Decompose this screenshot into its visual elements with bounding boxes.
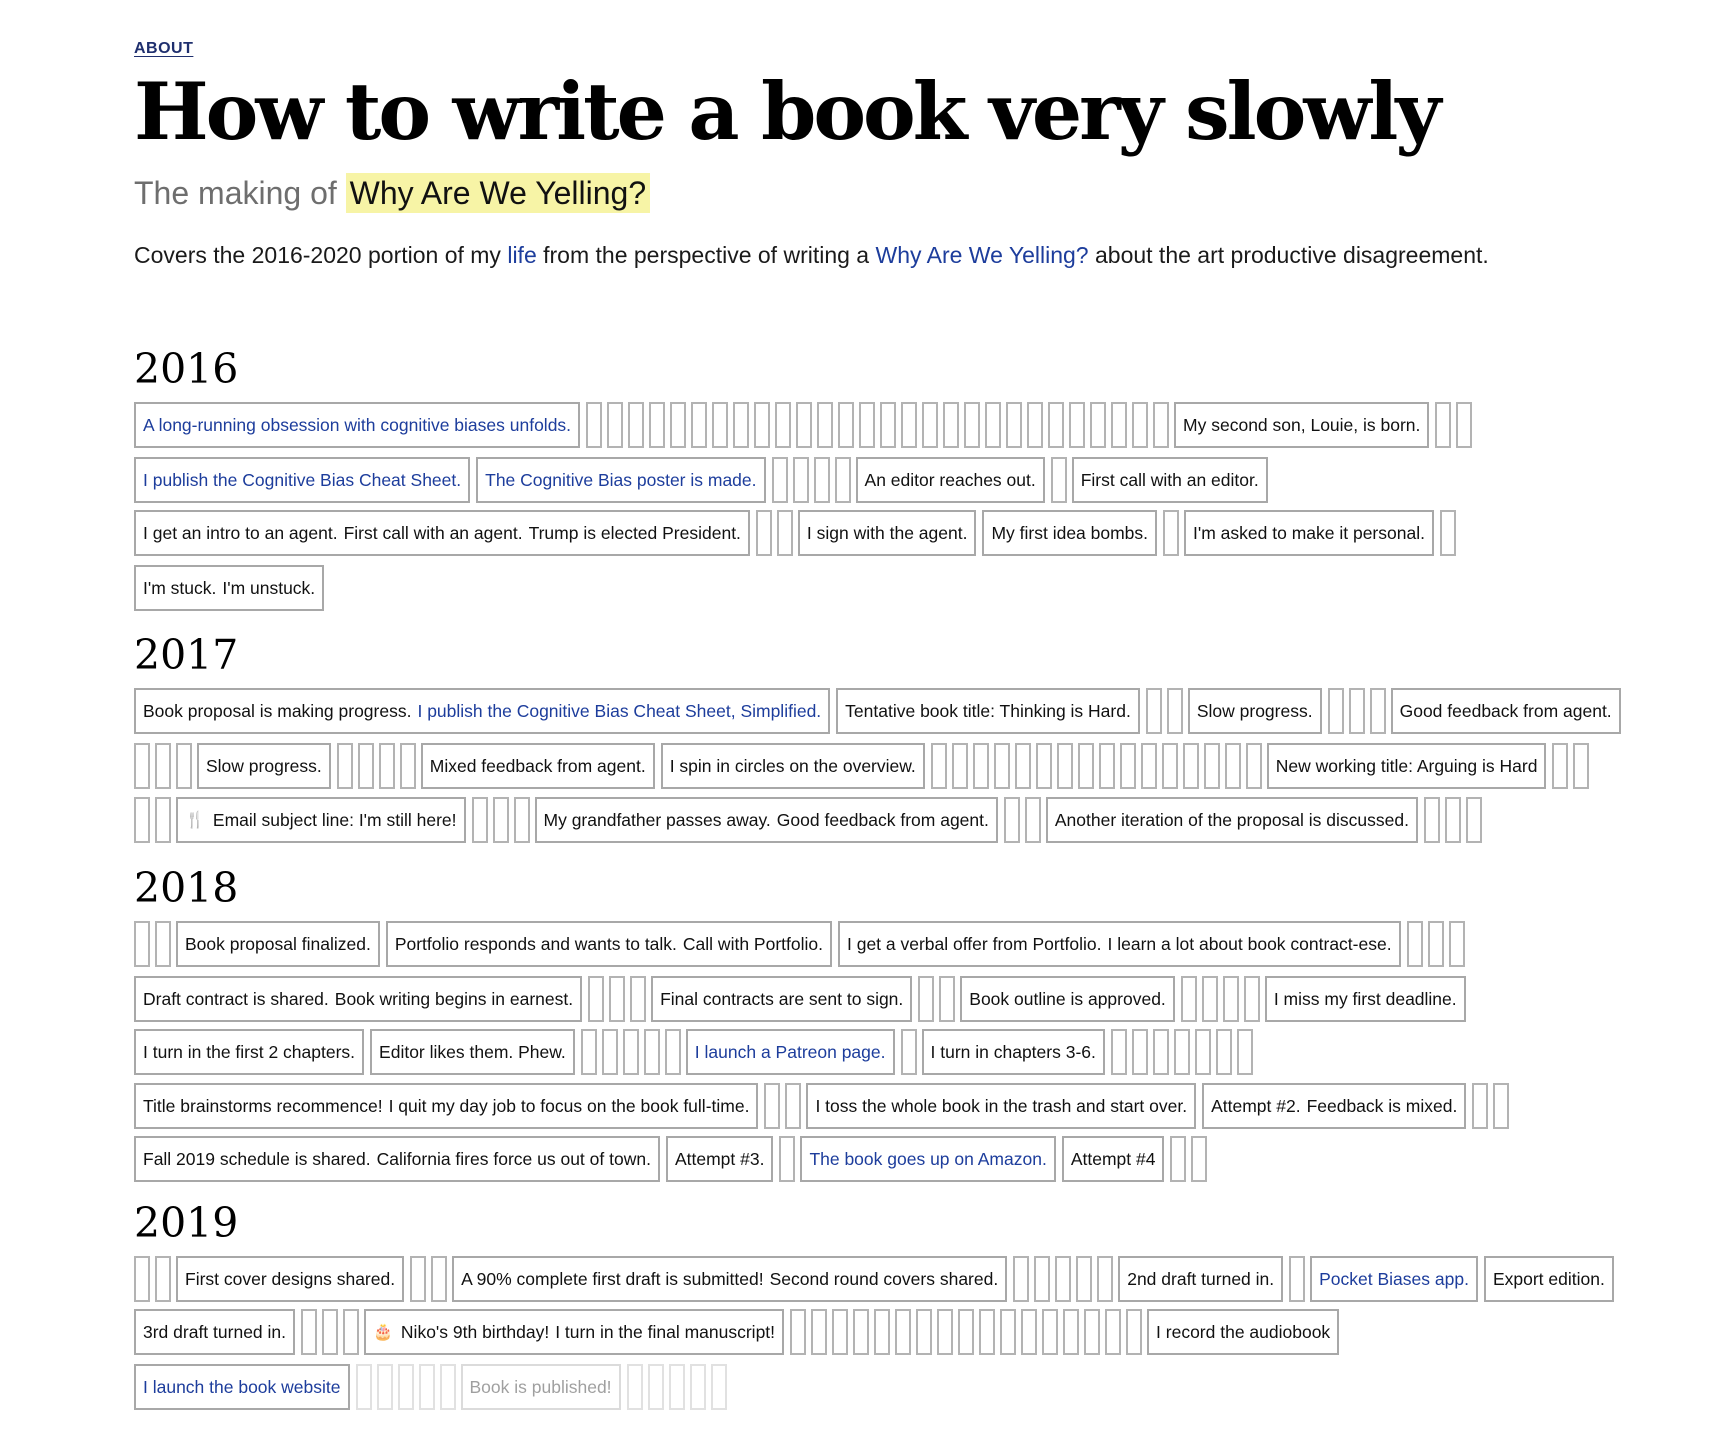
event-text: California fires force us out of town. bbox=[376, 1148, 651, 1169]
timeline-row bbox=[134, 402, 1477, 448]
day-cell bbox=[358, 743, 374, 789]
event-item bbox=[1202, 1083, 1466, 1129]
day-cell bbox=[1552, 743, 1568, 789]
subtitle-prefix: The making of bbox=[134, 175, 337, 211]
day-cell bbox=[814, 457, 830, 503]
event-text: Good feedback from agent. bbox=[1399, 700, 1612, 721]
day-cell bbox=[1223, 976, 1239, 1022]
event-item bbox=[176, 1256, 404, 1302]
day-cell bbox=[609, 976, 625, 1022]
day-cell bbox=[356, 1364, 372, 1410]
intro-text-1: Covers the 2016-2020 portion of my bbox=[134, 242, 501, 268]
event-item bbox=[176, 921, 380, 967]
day-cell bbox=[1191, 1136, 1207, 1182]
event-item bbox=[651, 976, 912, 1022]
event-item bbox=[1118, 1256, 1283, 1302]
day-cell bbox=[832, 1309, 848, 1355]
day-cell bbox=[410, 1256, 426, 1302]
day-cell bbox=[1493, 1083, 1509, 1129]
event-text: Another iteration of the proposal is discussed. bbox=[1054, 809, 1409, 830]
day-cell bbox=[1349, 688, 1365, 734]
event-text: First call with an agent. bbox=[343, 522, 523, 543]
day-cell bbox=[472, 797, 488, 843]
intro-text-2: from the perspective of writing a bbox=[543, 242, 870, 268]
day-cell bbox=[1370, 688, 1386, 734]
day-cell bbox=[1204, 743, 1220, 789]
day-cell bbox=[514, 797, 530, 843]
day-cell bbox=[1126, 1309, 1142, 1355]
event-item bbox=[134, 1136, 660, 1182]
day-cell bbox=[1004, 797, 1020, 843]
event-text: Fall 2019 schedule is shared. bbox=[143, 1148, 371, 1169]
day-cell bbox=[985, 402, 1001, 448]
page-title: How to write a book very slowly bbox=[134, 65, 1439, 158]
timeline-row bbox=[134, 688, 1627, 734]
event-item bbox=[1391, 688, 1621, 734]
day-cell bbox=[1132, 402, 1148, 448]
event-item bbox=[836, 688, 1140, 734]
day-cell bbox=[1055, 1256, 1071, 1302]
event-text: I turn in the first 2 chapters. bbox=[143, 1041, 356, 1062]
day-cell bbox=[838, 402, 854, 448]
day-cell bbox=[772, 457, 788, 503]
event-text: I quit my day job to focus on the book full-time. bbox=[388, 1095, 750, 1116]
event-text: My grandfather passes away. bbox=[543, 809, 771, 830]
day-cell bbox=[155, 921, 171, 967]
day-cell bbox=[918, 976, 934, 1022]
event-item bbox=[856, 457, 1045, 503]
day-cell bbox=[690, 1364, 706, 1410]
day-cell bbox=[581, 1029, 597, 1075]
event-item bbox=[452, 1256, 1007, 1302]
day-cell bbox=[1105, 1309, 1121, 1355]
timeline bbox=[134, 0, 1634, 1442]
day-cell bbox=[644, 1029, 660, 1075]
day-cell bbox=[1057, 743, 1073, 789]
birthday-cake-icon: 🎂 bbox=[373, 1324, 393, 1341]
fork-icon: 🍴 bbox=[185, 812, 205, 829]
day-cell bbox=[627, 1364, 643, 1410]
day-cell bbox=[1244, 976, 1260, 1022]
event-text: 2nd draft turned in. bbox=[1127, 1268, 1275, 1289]
year-heading-2019: 2019 bbox=[134, 1199, 239, 1247]
day-cell bbox=[754, 402, 770, 448]
event-text: Book proposal is making progress. bbox=[143, 700, 412, 721]
event-item bbox=[1184, 510, 1434, 556]
event-text: I spin in circles on the overview. bbox=[669, 755, 916, 776]
event-text: I'm asked to make it personal. bbox=[1193, 522, 1425, 543]
timeline-row bbox=[134, 976, 1472, 1022]
event-item bbox=[134, 510, 750, 556]
subtitle-highlight: Why Are We Yelling? bbox=[346, 173, 650, 213]
day-cell bbox=[1445, 797, 1461, 843]
event-item[interactable] bbox=[134, 457, 470, 503]
event-item bbox=[134, 688, 830, 734]
timeline-row bbox=[134, 797, 1487, 843]
event-item bbox=[370, 1029, 575, 1075]
timeline-row bbox=[134, 1136, 1212, 1182]
day-cell bbox=[670, 402, 686, 448]
day-cell bbox=[649, 402, 665, 448]
day-cell bbox=[853, 1309, 869, 1355]
event-text: Attempt #2. bbox=[1211, 1095, 1301, 1116]
day-cell bbox=[1000, 1309, 1016, 1355]
event-text: Feedback is mixed. bbox=[1306, 1095, 1458, 1116]
day-cell bbox=[777, 510, 793, 556]
event-item bbox=[666, 1136, 774, 1182]
day-cell bbox=[1435, 402, 1451, 448]
day-cell bbox=[880, 402, 896, 448]
day-cell bbox=[901, 1029, 917, 1075]
day-cell bbox=[630, 976, 646, 1022]
day-cell bbox=[691, 402, 707, 448]
day-cell bbox=[1132, 1029, 1148, 1075]
event-item bbox=[421, 743, 655, 789]
event-item[interactable] bbox=[134, 1364, 350, 1410]
day-cell bbox=[937, 1309, 953, 1355]
day-cell bbox=[1183, 743, 1199, 789]
day-cell bbox=[1015, 743, 1031, 789]
day-cell bbox=[1146, 688, 1162, 734]
event-text: Book outline is approved. bbox=[969, 988, 1166, 1009]
day-cell bbox=[1407, 921, 1423, 967]
day-cell bbox=[648, 1364, 664, 1410]
day-cell bbox=[1170, 1136, 1186, 1182]
day-cell bbox=[155, 1256, 171, 1302]
event-item bbox=[1046, 797, 1418, 843]
day-cell bbox=[1097, 1256, 1113, 1302]
event-item bbox=[1174, 402, 1429, 448]
day-cell bbox=[733, 402, 749, 448]
event-text: I miss my first deadline. bbox=[1273, 988, 1457, 1009]
day-cell bbox=[931, 743, 947, 789]
event-item bbox=[535, 797, 998, 843]
event-item bbox=[1072, 457, 1268, 503]
day-cell bbox=[1069, 402, 1085, 448]
day-cell bbox=[1048, 402, 1064, 448]
year-heading-2018: 2018 bbox=[134, 864, 239, 912]
event-item bbox=[922, 1029, 1105, 1075]
day-cell bbox=[779, 1136, 795, 1182]
year-heading-2017: 2017 bbox=[134, 631, 239, 679]
event-link[interactable]: Pocket Biases app. bbox=[1319, 1268, 1469, 1289]
day-cell bbox=[811, 1309, 827, 1355]
day-cell bbox=[1246, 743, 1262, 789]
timeline-row bbox=[134, 565, 330, 611]
day-cell bbox=[1195, 1029, 1211, 1075]
day-cell bbox=[1328, 688, 1344, 734]
event-link[interactable]: The Cognitive Bias poster is made. bbox=[485, 469, 757, 490]
day-cell bbox=[1090, 402, 1106, 448]
day-cell bbox=[1202, 976, 1218, 1022]
day-cell bbox=[901, 402, 917, 448]
event-text: Trump is elected President. bbox=[528, 522, 741, 543]
day-cell bbox=[493, 797, 509, 843]
timeline-row bbox=[134, 1364, 732, 1410]
day-cell bbox=[155, 797, 171, 843]
timeline-row bbox=[134, 1309, 1345, 1355]
event-text: First call with an editor. bbox=[1080, 469, 1259, 490]
life-link[interactable]: life bbox=[507, 242, 537, 268]
day-cell bbox=[764, 1083, 780, 1129]
day-cell bbox=[419, 1364, 435, 1410]
event-text: Second round covers shared. bbox=[769, 1268, 999, 1289]
day-cell bbox=[1162, 743, 1178, 789]
day-cell bbox=[1181, 976, 1197, 1022]
event-item bbox=[176, 797, 466, 843]
day-cell bbox=[1153, 402, 1169, 448]
day-cell bbox=[939, 976, 955, 1022]
event-text: Niko's 9th birthday! bbox=[400, 1321, 550, 1342]
day-cell bbox=[1424, 797, 1440, 843]
event-link[interactable]: I publish the Cognitive Bias Cheat Sheet, Simplified. bbox=[417, 700, 822, 721]
event-text: I sign with the agent. bbox=[806, 522, 968, 543]
timeline-row bbox=[134, 743, 1594, 789]
day-cell bbox=[1051, 457, 1067, 503]
event-text: Final contracts are sent to sign. bbox=[660, 988, 904, 1009]
event-item bbox=[661, 743, 925, 789]
day-cell bbox=[1078, 743, 1094, 789]
day-cell bbox=[835, 457, 851, 503]
day-cell bbox=[973, 743, 989, 789]
timeline-row bbox=[134, 1029, 1258, 1075]
event-text: Portfolio responds and wants to talk. bbox=[394, 933, 677, 954]
event-item bbox=[134, 976, 582, 1022]
day-cell bbox=[1021, 1309, 1037, 1355]
day-cell bbox=[1084, 1309, 1100, 1355]
event-text: New working title: Arguing is Hard bbox=[1275, 755, 1538, 776]
event-text: I learn a lot about book contract-ese. bbox=[1107, 933, 1392, 954]
timeline-row bbox=[134, 1083, 1514, 1129]
event-text: I'm stuck. bbox=[143, 577, 217, 598]
day-cell bbox=[895, 1309, 911, 1355]
event-item[interactable] bbox=[134, 402, 580, 448]
event-text: I turn in the final manuscript! bbox=[555, 1321, 776, 1342]
event-item bbox=[1147, 1309, 1339, 1355]
day-cell bbox=[1013, 1256, 1029, 1302]
about-link[interactable]: ABOUT bbox=[134, 40, 194, 57]
day-cell bbox=[1120, 743, 1136, 789]
day-cell bbox=[1034, 1256, 1050, 1302]
day-cell bbox=[1440, 510, 1456, 556]
day-cell bbox=[431, 1256, 447, 1302]
event-item bbox=[1267, 743, 1547, 789]
day-cell bbox=[1466, 797, 1482, 843]
event-item bbox=[798, 510, 977, 556]
event-link[interactable]: The book goes up on Amazon. bbox=[809, 1148, 1047, 1169]
day-cell bbox=[1472, 1083, 1488, 1129]
event-item bbox=[1484, 1256, 1614, 1302]
event-text: Slow progress. bbox=[1196, 700, 1313, 721]
event-text: I record the audiobook bbox=[1156, 1321, 1331, 1342]
day-cell bbox=[398, 1364, 414, 1410]
event-link[interactable]: I launch the book website bbox=[143, 1376, 341, 1397]
day-cell bbox=[952, 743, 968, 789]
event-item[interactable] bbox=[800, 1136, 1055, 1182]
event-text: Book proposal finalized. bbox=[185, 933, 371, 954]
event-item[interactable] bbox=[476, 457, 765, 503]
event-text: Editor likes them. Phew. bbox=[379, 1041, 566, 1062]
day-cell bbox=[623, 1029, 639, 1075]
day-cell bbox=[1036, 743, 1052, 789]
day-cell bbox=[994, 743, 1010, 789]
day-cell bbox=[1006, 402, 1022, 448]
day-cell bbox=[1076, 1256, 1092, 1302]
day-cell bbox=[775, 402, 791, 448]
event-item bbox=[197, 743, 331, 789]
event-item bbox=[364, 1309, 784, 1355]
day-cell bbox=[588, 976, 604, 1022]
timeline-row bbox=[134, 921, 1470, 967]
day-cell bbox=[343, 1309, 359, 1355]
day-cell bbox=[1111, 402, 1127, 448]
event-item bbox=[982, 510, 1157, 556]
day-cell bbox=[134, 1256, 150, 1302]
day-cell bbox=[943, 402, 959, 448]
day-cell bbox=[301, 1309, 317, 1355]
day-cell bbox=[785, 1083, 801, 1129]
day-cell bbox=[586, 402, 602, 448]
event-text: I toss the whole book in the trash and start over. bbox=[815, 1095, 1188, 1116]
event-text: A 90% complete first draft is submitted! bbox=[461, 1268, 764, 1289]
event-item bbox=[1188, 688, 1322, 734]
day-cell bbox=[1099, 743, 1115, 789]
event-text: Attempt #3. bbox=[674, 1148, 765, 1169]
event-text: Slow progress. bbox=[206, 755, 322, 776]
day-cell bbox=[922, 402, 938, 448]
event-item bbox=[386, 921, 832, 967]
day-cell bbox=[134, 921, 150, 967]
day-cell bbox=[1428, 921, 1444, 967]
event-link[interactable]: A long-running obsession with cognitive biases unfolds. bbox=[143, 414, 572, 435]
event-text: Draft contract is shared. bbox=[143, 988, 329, 1009]
event-text: Attempt #4 bbox=[1070, 1148, 1156, 1169]
event-text: Export edition. bbox=[1492, 1268, 1605, 1289]
event-text: Email subject line: I'm still here! bbox=[212, 809, 457, 830]
day-cell bbox=[958, 1309, 974, 1355]
year-heading-2016: 2016 bbox=[134, 345, 239, 393]
day-cell bbox=[602, 1029, 618, 1075]
day-cell bbox=[1163, 510, 1179, 556]
event-item bbox=[461, 1364, 621, 1410]
timeline-row bbox=[134, 1256, 1620, 1302]
event-text: My second son, Louie, is born. bbox=[1183, 414, 1421, 435]
day-cell bbox=[1167, 688, 1183, 734]
intro-text-3: about the art productive disagreement. bbox=[1094, 242, 1489, 268]
event-item bbox=[134, 1083, 758, 1129]
event-item bbox=[134, 1309, 295, 1355]
day-cell bbox=[1025, 797, 1041, 843]
day-cell bbox=[1237, 1029, 1253, 1075]
timeline-row bbox=[134, 457, 1274, 503]
day-cell bbox=[379, 743, 395, 789]
day-cell bbox=[155, 743, 171, 789]
day-cell bbox=[1573, 743, 1589, 789]
event-item bbox=[1265, 976, 1466, 1022]
day-cell bbox=[628, 402, 644, 448]
day-cell bbox=[134, 743, 150, 789]
day-cell bbox=[756, 510, 772, 556]
day-cell bbox=[1141, 743, 1157, 789]
event-text: First cover designs shared. bbox=[185, 1268, 396, 1289]
event-text: 3rd draft turned in. bbox=[143, 1321, 286, 1342]
event-text: Book is published! bbox=[469, 1376, 612, 1397]
event-item[interactable] bbox=[686, 1029, 895, 1075]
day-cell bbox=[1027, 402, 1043, 448]
day-cell bbox=[134, 797, 150, 843]
day-cell bbox=[1449, 921, 1465, 967]
day-cell bbox=[1042, 1309, 1058, 1355]
day-cell bbox=[669, 1364, 685, 1410]
event-text: Book writing begins in earnest. bbox=[334, 988, 574, 1009]
day-cell bbox=[964, 402, 980, 448]
event-item bbox=[134, 565, 324, 611]
day-cell bbox=[712, 402, 728, 448]
day-cell bbox=[859, 402, 875, 448]
day-cell bbox=[1153, 1029, 1169, 1075]
event-text: Mixed feedback from agent. bbox=[429, 755, 646, 776]
event-text: Title brainstorms recommence! bbox=[143, 1095, 383, 1116]
event-text: An editor reaches out. bbox=[864, 469, 1036, 490]
day-cell bbox=[711, 1364, 727, 1410]
day-cell bbox=[1174, 1029, 1190, 1075]
day-cell bbox=[607, 402, 623, 448]
event-text: I turn in chapters 3-6. bbox=[930, 1041, 1096, 1062]
day-cell bbox=[400, 743, 416, 789]
day-cell bbox=[979, 1309, 995, 1355]
event-text: I'm unstuck. bbox=[222, 577, 316, 598]
day-cell bbox=[1456, 402, 1472, 448]
day-cell bbox=[790, 1309, 806, 1355]
event-text: Tentative book title: Thinking is Hard. bbox=[845, 700, 1131, 721]
day-cell bbox=[916, 1309, 932, 1355]
event-item bbox=[838, 921, 1401, 967]
event-text: I get an intro to an agent. bbox=[143, 522, 338, 543]
day-cell bbox=[817, 402, 833, 448]
day-cell bbox=[1216, 1029, 1232, 1075]
day-cell bbox=[1225, 743, 1241, 789]
day-cell bbox=[796, 402, 812, 448]
event-text: My first idea bombs. bbox=[991, 522, 1149, 543]
day-cell bbox=[1111, 1029, 1127, 1075]
event-item bbox=[960, 976, 1175, 1022]
day-cell bbox=[874, 1309, 890, 1355]
day-cell bbox=[793, 457, 809, 503]
day-cell bbox=[337, 743, 353, 789]
timeline-row bbox=[134, 510, 1461, 556]
event-item[interactable] bbox=[1310, 1256, 1478, 1302]
day-cell bbox=[1289, 1256, 1305, 1302]
event-text: Call with Portfolio. bbox=[682, 933, 823, 954]
event-text: I get a verbal offer from Portfolio. bbox=[846, 933, 1102, 954]
event-item bbox=[134, 1029, 364, 1075]
day-cell bbox=[440, 1364, 456, 1410]
day-cell bbox=[377, 1364, 393, 1410]
event-link[interactable]: I launch a Patreon page. bbox=[694, 1041, 886, 1062]
day-cell bbox=[176, 743, 192, 789]
day-cell bbox=[665, 1029, 681, 1075]
book-link[interactable]: Why Are We Yelling? bbox=[875, 242, 1089, 268]
event-item bbox=[1062, 1136, 1165, 1182]
event-text: Good feedback from agent. bbox=[776, 809, 989, 830]
day-cell bbox=[1063, 1309, 1079, 1355]
event-item bbox=[806, 1083, 1196, 1129]
day-cell bbox=[322, 1309, 338, 1355]
event-link[interactable]: I publish the Cognitive Bias Cheat Sheet. bbox=[143, 469, 462, 490]
